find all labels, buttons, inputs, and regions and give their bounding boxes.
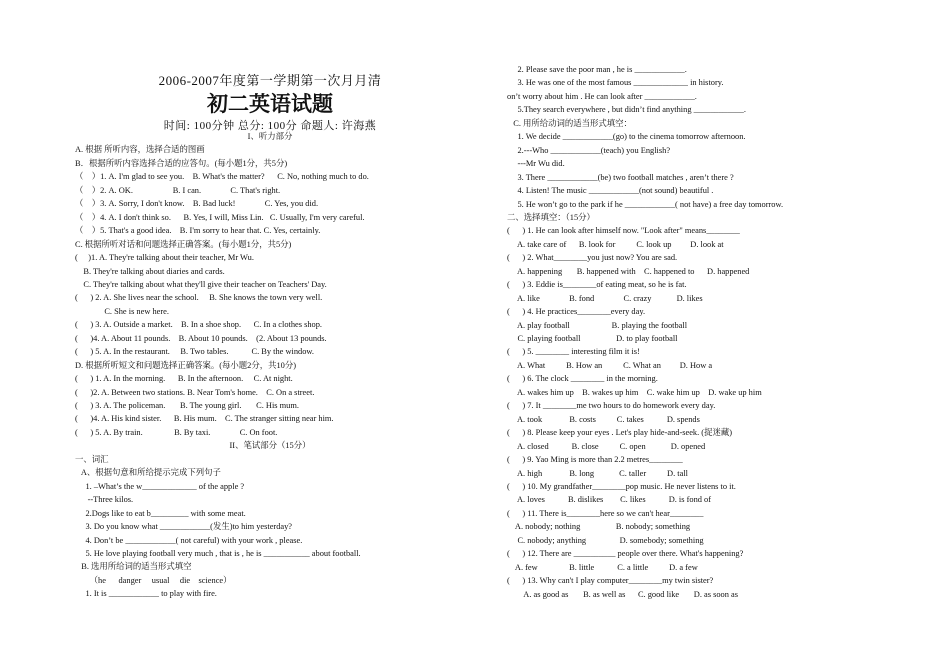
right-line: ( ) 5. ________ interesting film it is! <box>507 347 640 357</box>
right-line: ---Mr Wu did. <box>507 159 565 169</box>
right-line: ( ) 10. My grandfather________pop music. He never listens to it. <box>507 481 736 491</box>
right-line: C. nobody; anything D. somebody; something <box>507 535 704 545</box>
right-line: ( ) 6. The clock ________ in the morning. <box>507 374 658 384</box>
left-line: 1. It is ____________ to play with fire. <box>75 589 217 599</box>
right-line: A. few B. little C. a little D. a few <box>507 562 698 572</box>
left-line: --Three kilos. <box>75 495 134 505</box>
left-line: （he danger usual die science） <box>75 575 232 585</box>
right-line: ( ) 12. There are __________ people over there. What's happening? <box>507 549 744 559</box>
left-line: ( )4. A. His kind sister. B. His mum. C. The stranger sitting near him. <box>75 414 334 424</box>
right-line: A. high B. long C. taller D. tall <box>507 468 688 478</box>
right-line: A. loves B. dislikes C. likes D. is fond of <box>507 495 712 505</box>
right-line: ( ) 2. What________you just now? You are sad. <box>507 253 678 263</box>
right-line: ( ) 1. He can look after himself now. "Look after" means________ <box>507 226 740 236</box>
right-line: A. take care of B. look for C. look up D. look at <box>507 239 724 249</box>
left-line: ( ) 1. A. In the morning. B. In the afternoon. C. At night. <box>75 374 293 384</box>
right-line: C. playing football D. to play football <box>507 334 678 343</box>
right-line: ( ) 13. Why can't I play computer________my twin sister? <box>507 576 714 586</box>
exam-meta: 时间: 100分钟 总分: 100分 命题人: 许海燕 <box>163 120 377 132</box>
left-line: C. They're talking about what they'll give their teacher on Teachers' Day. <box>75 279 327 289</box>
left-line: ( ) 5. A. By train. B. By taxi. C. On foot. <box>75 427 278 437</box>
right-line: 5. He won’t go to the park if he ____________( not have) a free day tomorrow. <box>507 199 784 209</box>
left-line: B．根据所听内容选择合适的应答句。(每小题1分，共5分) <box>75 158 288 168</box>
left-line: （ ）5. That's a good idea. B. I'm sorry to hear that. C. Yes, certainly. <box>75 226 321 236</box>
right-line: ( ) 8. Please keep your eyes . Let's play hide-and-seek. (捉迷藏) <box>507 428 733 438</box>
left-line: A. 根据 所听内容，选择合适的图画 <box>75 145 205 155</box>
left-line: C. 根据所听对话和问题选择正确答案。(每小题1分，共5分) <box>75 239 292 249</box>
right-line: A. happening B. happened with C. happened to D. happened <box>507 266 750 276</box>
right-line: 3. He was one of the most famous _____________ in history. <box>507 78 724 88</box>
left-line: ( ) 5. A. In the restaurant. B. Two tables. C. By the window. <box>75 347 314 357</box>
left-line: A、根据句意和所给提示完成下列句子 <box>75 468 221 478</box>
right-line: A. as good as B. as well as C. good like D. as soon as <box>507 589 738 599</box>
left-line: 3. Do you know what ____________(发生)to him yesterday? <box>75 522 293 532</box>
left-line: （ ）4. A. I don't think so. B. Yes, I will, Miss Lin. C. Usually, I'm very careful. <box>75 212 365 222</box>
right-line: 2.---Who ____________(teach) you English? <box>507 145 671 155</box>
right-line: ( ) 11. There is________here so we can't hear________ <box>507 508 704 518</box>
left-line: （ ）3. A. Sorry, I don't know. B. Bad luck! C. Yes, you did. <box>75 199 319 209</box>
left-line: D. 根据所听短文和问题选择正确答案。(每小题2分，共10分) <box>75 360 296 370</box>
left-line: ( )1. A. They're talking about their teacher, Mr Wu. <box>75 253 254 263</box>
right-line: 2. Please save the poor man , he is ____________. <box>507 65 687 74</box>
right-line: ( ) 7. It ________me two hours to do homework every day. <box>507 401 716 411</box>
left-line: 2.Dogs like to eat b_________ with some meat. <box>75 508 246 518</box>
left-line: ( ) 3. A. The policeman. B. The young girl. C. His mum. <box>75 401 299 410</box>
right-line: ( ) 4. He practices________every day. <box>507 307 646 317</box>
right-line: A. play football B. playing the football <box>507 320 688 330</box>
left-line: B. They're talking about diaries and cards. <box>75 266 225 276</box>
left-line: II、笔试部分（15分） <box>229 441 311 451</box>
left-line: （ ）2. A. OK. B. I can. C. That's right. <box>75 185 281 195</box>
left-line: ( ) 3. A. Outside a market. B. In a shoe shop. C. In a clothes shop. <box>75 320 323 330</box>
left-line: 1. –What’s the w_____________ of the apple ? <box>75 481 245 491</box>
right-line: ( ) 3. Eddie is________of eating meat, so he is fat. <box>507 280 687 290</box>
right-line: A. wakes him up B. wakes up him C. wake him up D. wake up him <box>507 387 762 397</box>
left-line: 5. He love playing football very much , that is , he is ___________ about football. <box>75 548 361 558</box>
right-line: A. What B. How an C. What an D. How a <box>507 360 713 370</box>
left-line: 一、词汇 <box>75 454 109 464</box>
right-line: A. like B. fond C. crazy D. likes <box>507 293 703 303</box>
left-line: B. 选用所给词的适当形式填空 <box>75 562 192 572</box>
left-line: I、听力部分 <box>247 132 293 141</box>
left-line: ( )2. A. Between two stations. B. Near Tom's home. C. On a street. <box>75 387 315 397</box>
right-line: A. took B. costs C. takes D. spends <box>507 414 700 424</box>
right-line: ( ) 9. Yao Ming is more than 2.2 metres________ <box>507 455 683 465</box>
left-line: 4. Don’t be ____________( not careful) with your work , please. <box>75 535 303 545</box>
right-line: 4. Listen! The music ____________(not sound) beautiful . <box>507 186 714 196</box>
right-line: A. closed B. close C. open D. opened <box>507 441 706 451</box>
exam-title-main: 初二英语试题 <box>207 92 333 116</box>
right-line: 5.They search everywhere , but didn’t find anything ____________. <box>507 105 746 115</box>
right-line: 二、选择填空：（15分） <box>507 212 595 222</box>
left-line: ( ) 2. A. She lives near the school. B. She knows the town very well. <box>75 293 323 303</box>
left-line: C. She is new here. <box>75 306 169 316</box>
exam-title-year: 2006-2007年度第一学期第一次月月清 <box>158 73 382 88</box>
right-line: C. 用所给动词的适当形式填空： <box>507 118 632 128</box>
right-line: 3. There ____________(be) two football matches , aren’t there ? <box>507 172 734 182</box>
left-line: ( )4. A. About 11 pounds. B. About 10 pounds. (2. About 13 pounds. <box>75 333 327 343</box>
left-line: （ ）1. A. I'm glad to see you. B. What's the matter? C. No, nothing much to do. <box>75 172 369 182</box>
right-line: on’t worry about him . He can look after ____________. <box>507 91 697 101</box>
right-line: A. nobody; nothing B. nobody; something <box>507 522 691 532</box>
right-line: 1. We decide ____________(go) to the cinema tomorrow afternoon. <box>507 132 746 142</box>
